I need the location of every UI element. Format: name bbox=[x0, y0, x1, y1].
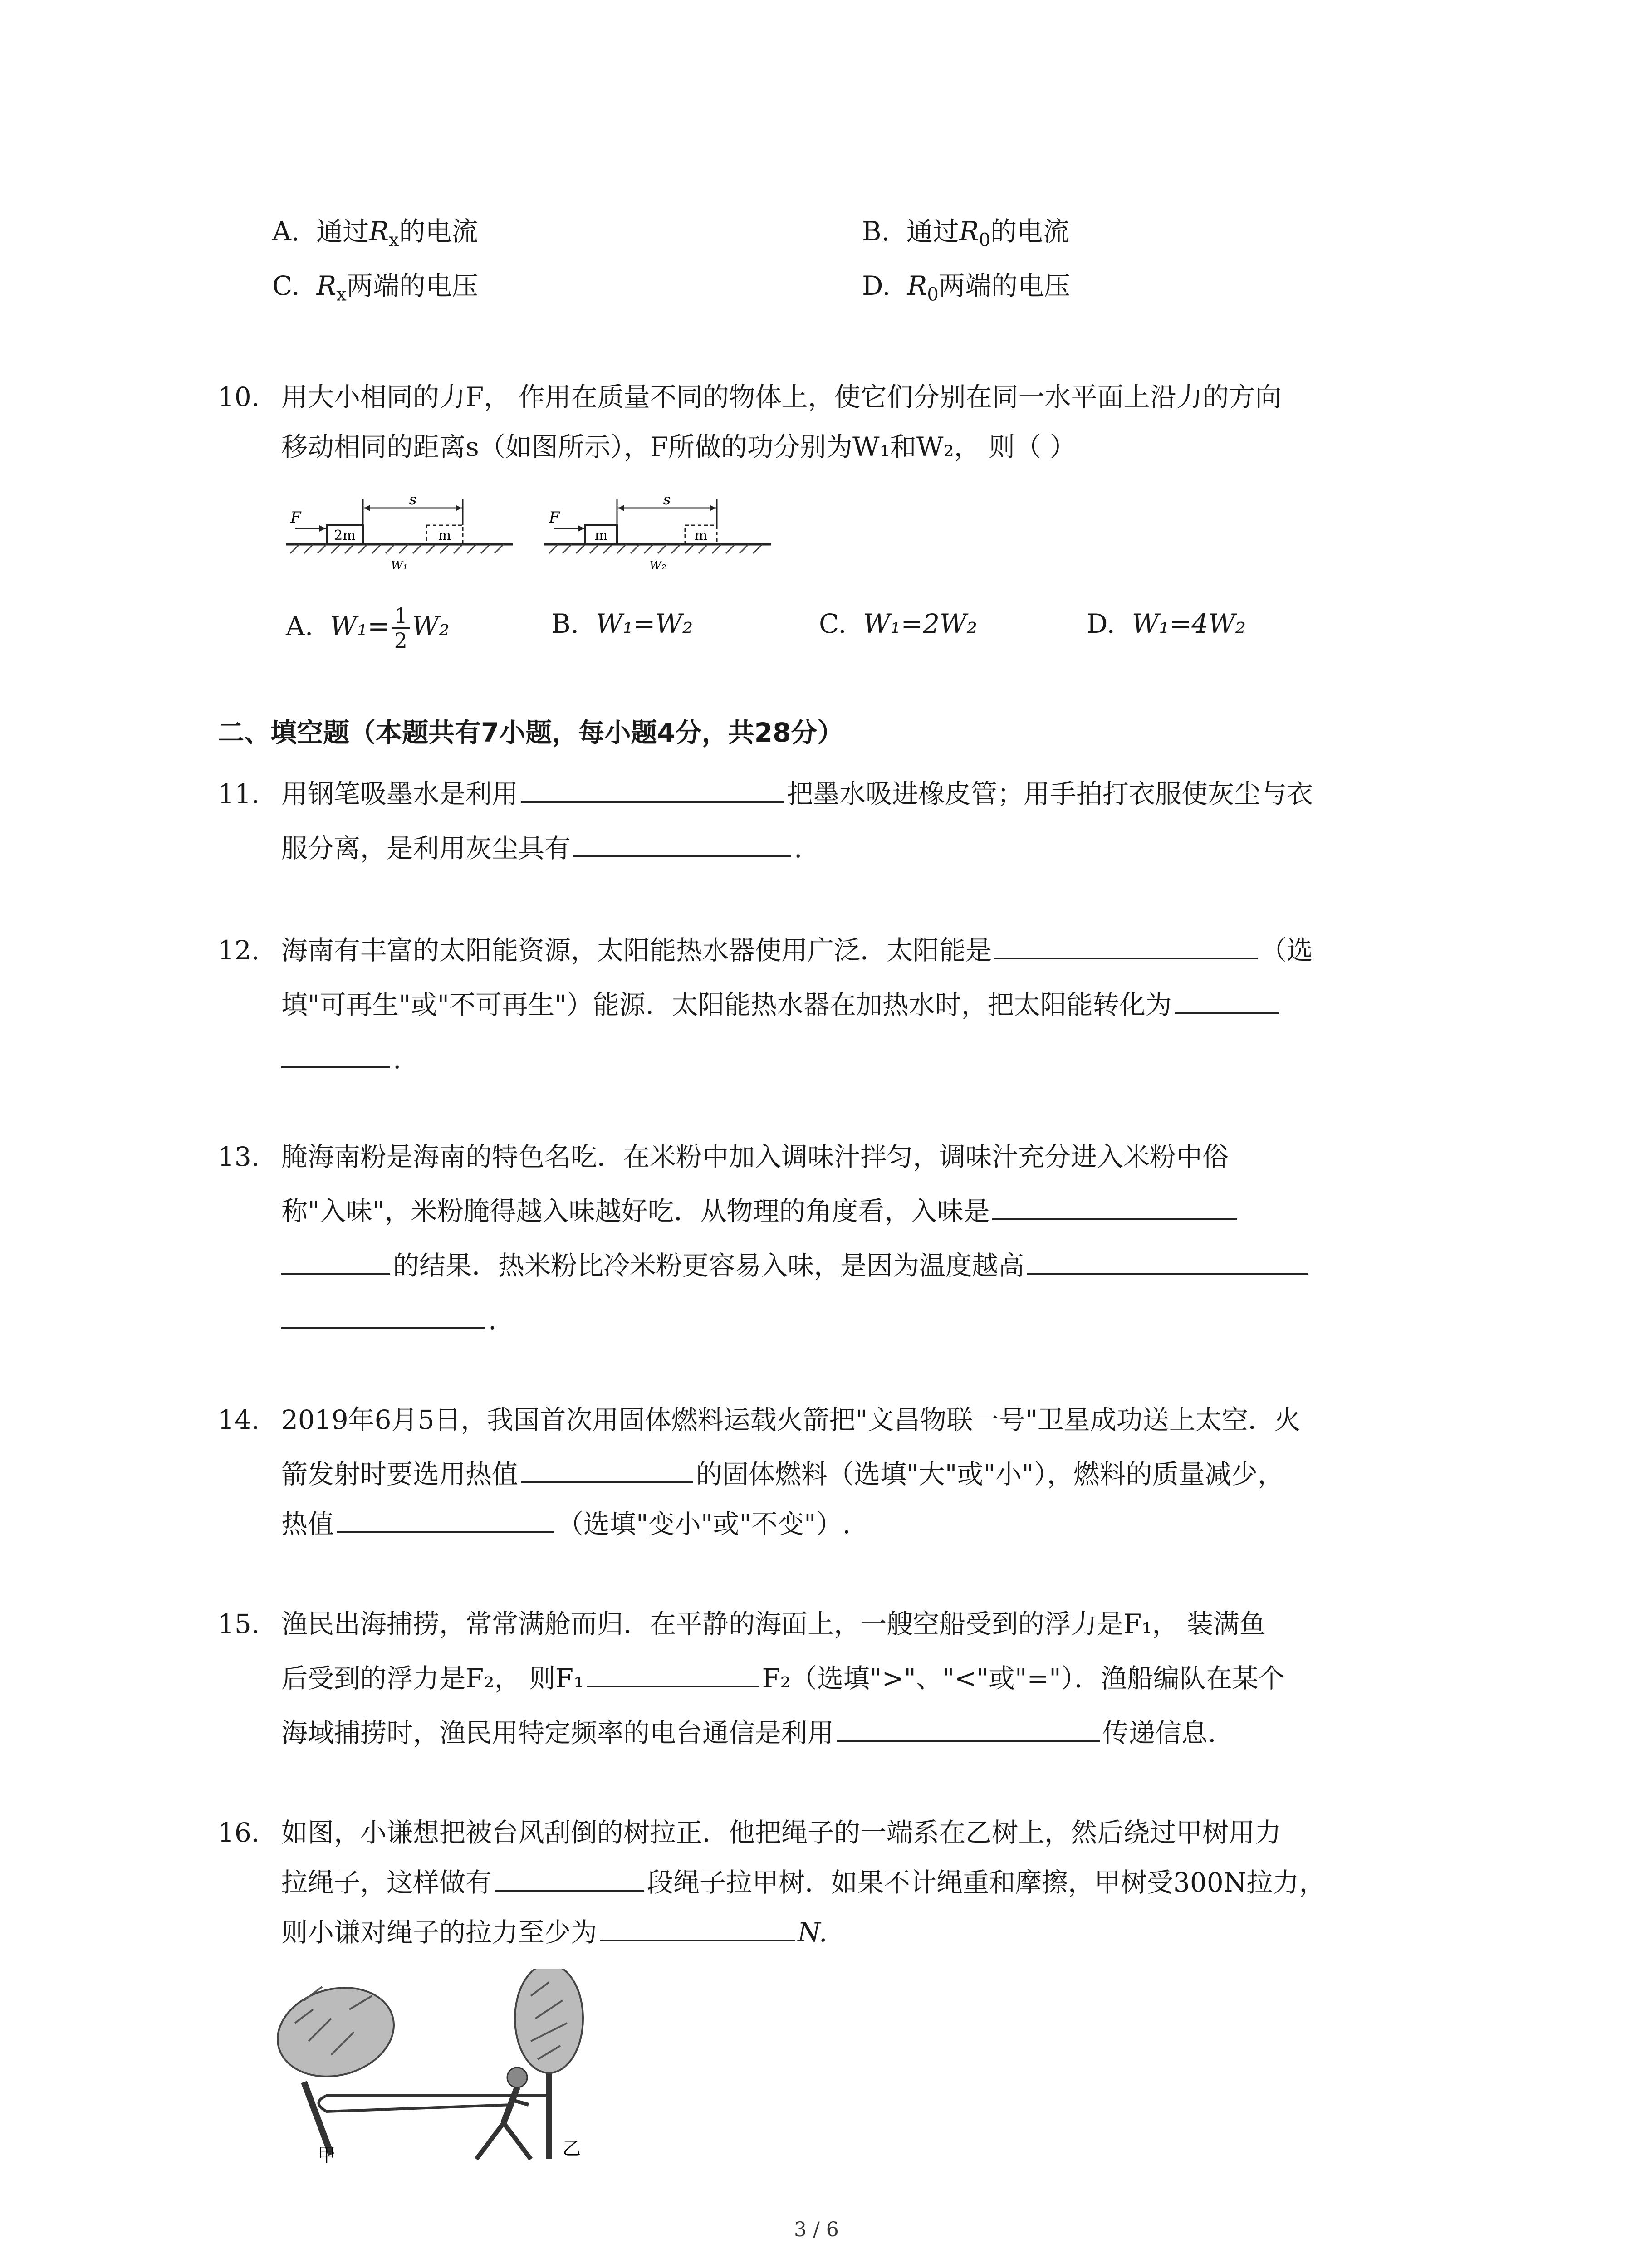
svg-text:m: m bbox=[438, 528, 451, 543]
q13-line-3: 的结果．热米粉比冷米粉更容易入味，是因为温度越高 bbox=[281, 1247, 1311, 1284]
q9-option-b: B. 通过$R_0$的电流 bbox=[862, 216, 1070, 251]
svg-text:甲: 甲 bbox=[318, 2145, 336, 2166]
q10-figure-2 bbox=[544, 490, 771, 581]
q9-option-a: A. 通过$R_x$的电流 bbox=[272, 216, 478, 251]
q15-line-1: 渔民出海捕捞，常常满舱而归．在平静的海面上，一艘空船受到的浮力是F₁， 装满鱼 bbox=[281, 1608, 1266, 1639]
q12-blank-2-cont[interactable] bbox=[281, 1041, 390, 1068]
q9-option-d: D. $R_0$两端的电压 bbox=[862, 270, 1070, 305]
q15-line-2: 后受到的浮力是F₂， 则F₁ F₂（选填">"、"<"或"="）．渔船编队在某个 bbox=[281, 1660, 1285, 1696]
q16-blank-1[interactable] bbox=[495, 1864, 644, 1892]
q12-line-3: . bbox=[281, 1041, 401, 1077]
q11-blank-2[interactable] bbox=[573, 830, 791, 857]
svg-text:W₂: W₂ bbox=[649, 559, 666, 572]
q10-line-1: 用大小相同的力F， 作用在质量不同的物体上，使它们分别在同一水平面上沿力的方向 bbox=[281, 381, 1282, 412]
q15-blank-1[interactable] bbox=[587, 1660, 759, 1687]
q16-line-2: 拉绳子，这样做有 段绳子拉甲树．如果不计绳重和摩擦，甲树受300N拉力， bbox=[281, 1864, 1325, 1901]
q16-blank-2[interactable] bbox=[600, 1914, 795, 1941]
q15-blank-2[interactable] bbox=[837, 1715, 1100, 1742]
q12-line-2: 填"可再生"或"不可再生"）能源．太阳能热水器在加热水时，把太阳能转化为 bbox=[281, 987, 1282, 1023]
q16-line-1: 如图，小谦想把被台风刮倒的树拉正．他把绳子的一端系在乙树上，然后绕过甲树用力 bbox=[281, 1817, 1282, 1848]
q16-number: 16. bbox=[218, 1817, 260, 1848]
page-number: 3 / 6 bbox=[794, 2218, 839, 2241]
q12-number: 12. bbox=[218, 935, 260, 966]
q11-line-2: 服分离，是利用灰尘具有 . bbox=[281, 830, 802, 866]
svg-text:s: s bbox=[409, 491, 417, 508]
q15-line-3: 海域捕捞时，渔民用特定频率的电台通信是利用 传递信息. bbox=[281, 1715, 1216, 1751]
q14-line-2: 箭发射时要选用热值 的固体燃料（选填"大"或"小"），燃料的质量减少， bbox=[281, 1456, 1284, 1492]
q12-line-1: 海南有丰富的太阳能资源，太阳能热水器使用广泛．太阳能是 （选 bbox=[281, 932, 1313, 968]
q11-number: 11. bbox=[218, 778, 260, 809]
q10-line-2: 移动相同的距离s（如图所示），F所做的功分别为W₁和W₂， 则（ ） bbox=[281, 431, 1076, 462]
tree-yi-icon bbox=[515, 1969, 583, 2159]
q14-line-1: 2019年6月5日，我国首次用固体燃料运载火箭把"文昌物联一号"卫星成功送上太空．火 bbox=[281, 1404, 1301, 1435]
q13-blank-2-cont[interactable] bbox=[281, 1302, 485, 1329]
q12-blank-1[interactable] bbox=[994, 932, 1258, 959]
svg-text:m: m bbox=[594, 528, 608, 543]
q14-line-3: 热值 （选填"变小"或"不变"）. bbox=[281, 1506, 851, 1542]
q11-blank-1[interactable] bbox=[521, 776, 784, 803]
q14-blank-2[interactable] bbox=[337, 1506, 554, 1533]
person-pulling-icon bbox=[476, 2068, 531, 2159]
q16-figure bbox=[277, 1969, 603, 2168]
q14-blank-1[interactable] bbox=[521, 1456, 693, 1483]
q13-blank-2[interactable] bbox=[1027, 1247, 1308, 1275]
q10-option-c: C. W₁=2W₂ bbox=[819, 608, 977, 639]
q14-number: 14. bbox=[218, 1404, 260, 1435]
q13-line-4: . bbox=[281, 1302, 496, 1338]
q15-number: 15. bbox=[218, 1608, 260, 1639]
q11-line-1: 用钢笔吸墨水是利用 把墨水吸进橡皮管；用手拍打衣服使灰尘与衣 bbox=[281, 776, 1313, 812]
svg-text:s: s bbox=[663, 491, 671, 508]
q12-blank-2[interactable] bbox=[1175, 987, 1279, 1014]
section-2-heading: 二、填空题（本题共有7小题，每小题4分，共28分） bbox=[218, 717, 844, 748]
q13-line-2: 称"入味"，米粉腌得越入味越好吃．从物理的角度看，入味是 bbox=[281, 1193, 1240, 1229]
q13-blank-1[interactable] bbox=[992, 1193, 1237, 1220]
tree-jia-icon bbox=[277, 1975, 404, 2155]
svg-text:乙: 乙 bbox=[563, 2138, 581, 2159]
q10-option-a: A. W₁= $\frac{1}{2}$ W₂ bbox=[286, 603, 450, 653]
svg-text:F: F bbox=[549, 508, 560, 527]
svg-text:2m: 2m bbox=[334, 528, 356, 543]
svg-text:F: F bbox=[290, 508, 301, 527]
q10-figure-1 bbox=[286, 490, 513, 581]
svg-text:m: m bbox=[694, 528, 708, 543]
q10-number: 10. bbox=[218, 381, 260, 412]
q10-option-d: D. W₁=4W₂ bbox=[1087, 608, 1246, 639]
q9-option-c: C. $R_x$两端的电压 bbox=[272, 270, 478, 305]
q13-line-1: 腌海南粉是海南的特色名吃．在米粉中加入调味汁拌匀，调味汁充分进入米粉中俗 bbox=[281, 1141, 1229, 1172]
q13-blank-1-cont[interactable] bbox=[281, 1247, 390, 1275]
svg-text:W₁: W₁ bbox=[391, 559, 408, 572]
q13-number: 13. bbox=[218, 1141, 260, 1172]
q16-line-3: 则小谦对绳子的拉力至少为 N. bbox=[281, 1914, 828, 1950]
q10-option-b: B. W₁=W₂ bbox=[551, 608, 693, 639]
